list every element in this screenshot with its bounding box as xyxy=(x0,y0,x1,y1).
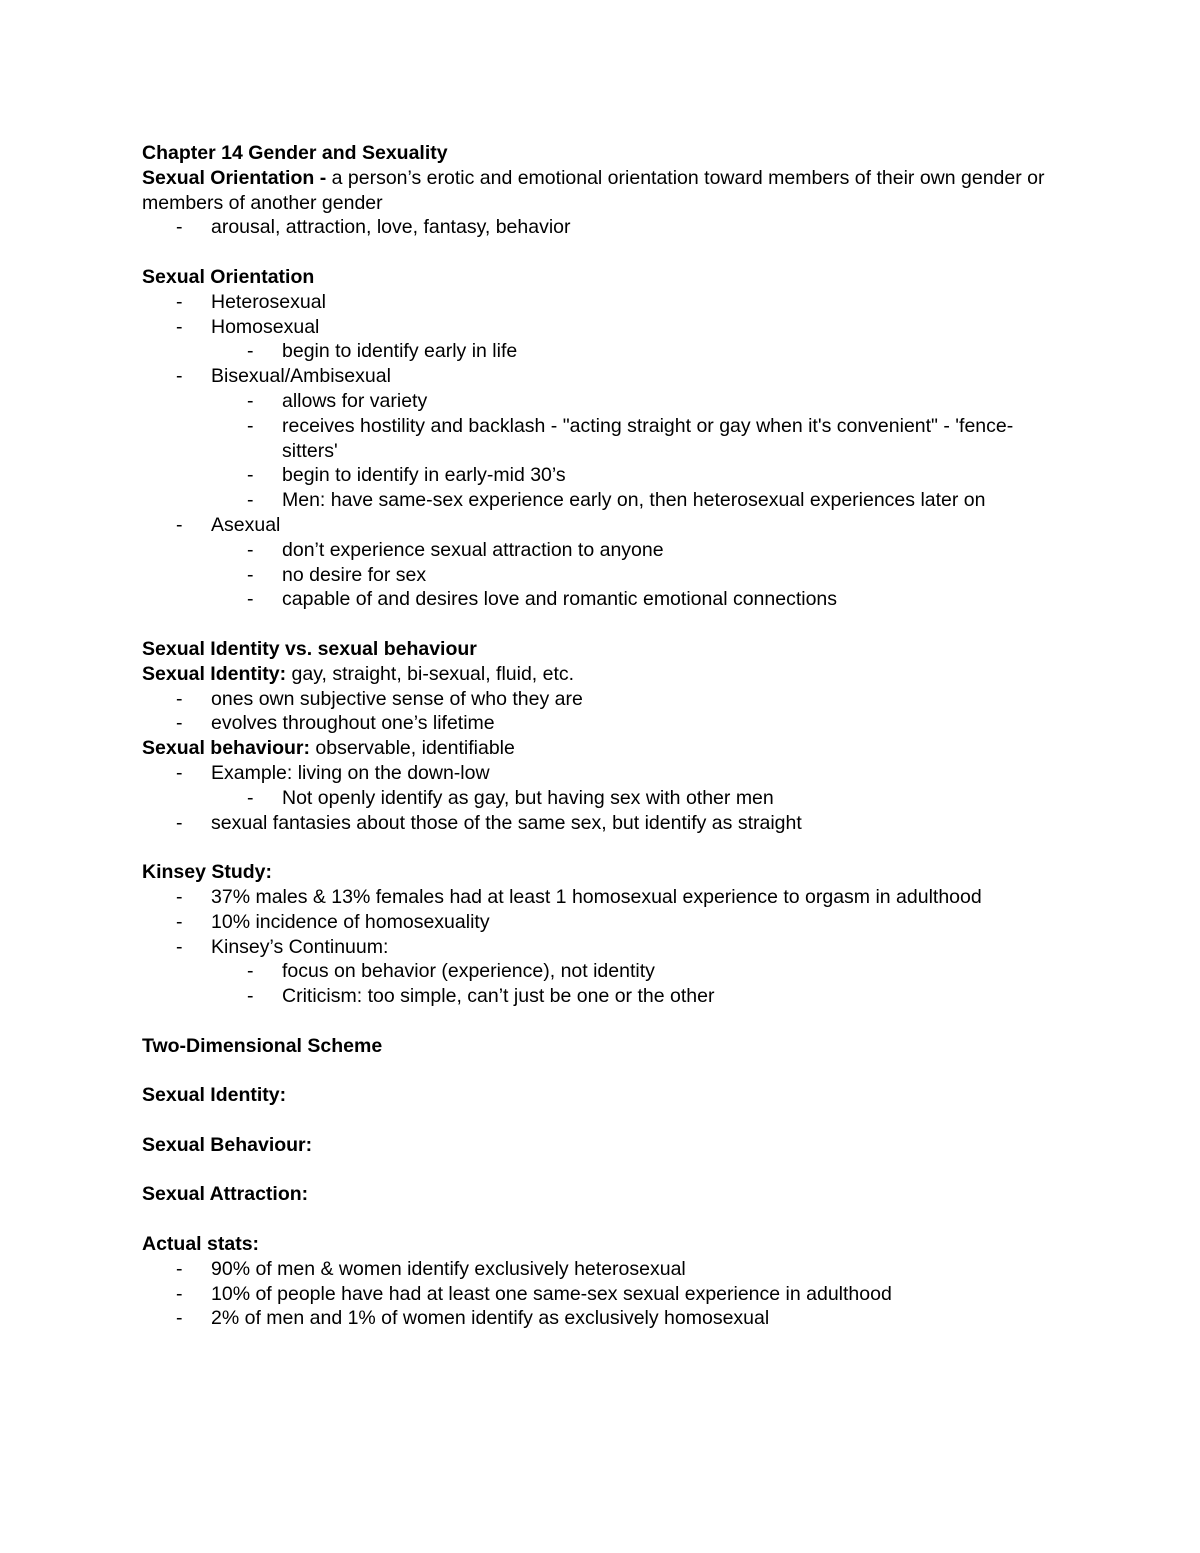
list-item: - Bisexual/Ambisexual xyxy=(176,365,391,388)
list-item: - receives hostility and backlash - "acting straight or gay when it's convenient" - 'fence-sitters' xyxy=(247,414,1014,462)
bullet-dash: - xyxy=(176,885,183,908)
bullet-dash: - xyxy=(247,389,254,412)
bullet-dash: - xyxy=(247,464,254,487)
list-item: - Not openly identify as gay, but having sex with other men xyxy=(247,786,774,809)
asexual-sublist xyxy=(142,538,1052,612)
section-heading-orientation: Sexual Orientation xyxy=(142,265,315,288)
list-item: - 2% of men and 1% of women identify as exclusively homosexual xyxy=(176,1307,770,1330)
section-heading-stats: Actual stats: xyxy=(142,1233,260,1256)
bullet-dash: - xyxy=(176,935,183,958)
bullet-dash: - xyxy=(176,1282,183,1305)
bullet-dash: - xyxy=(247,588,254,611)
bullet-dash: - xyxy=(247,563,254,586)
definition-text: a person’s erotic and emotional orientation toward members of their own gender or members of another gender xyxy=(142,166,1045,214)
bullet-dash: - xyxy=(247,985,254,1008)
section-heading-scheme: Two-Dimensional Scheme xyxy=(142,1034,383,1057)
orientation-list-cont xyxy=(142,364,1052,389)
list-item: - 10% incidence of homosexuality xyxy=(176,910,490,933)
list-item: - Men: have same-sex experience early on, then heterosexual experiences later on xyxy=(247,489,986,512)
bullet-dash: - xyxy=(176,315,183,338)
list-item: - capable of and desires love and romantic emotional connections xyxy=(247,588,838,611)
bisexual-sublist xyxy=(142,389,1052,513)
list-item: - 10% of people have had at least one same-sex sexual experience in adulthood xyxy=(176,1282,892,1305)
behaviour-line: Sexual behaviour: observable, identifiable xyxy=(142,737,515,760)
bullet-dash: - xyxy=(176,811,183,834)
chapter-title: Chapter 14 Gender and Sexuality xyxy=(142,142,448,164)
bullet-dash: - xyxy=(247,786,254,809)
list-item: - Heterosexual xyxy=(176,290,326,313)
list-item: - 37% males & 13% females had at least 1 homosexual experience to orgasm in adulthood xyxy=(176,885,982,908)
list-item: - focus on behavior (experience), not identity xyxy=(247,960,655,983)
list-item: - 90% of men & women identify exclusively heterosexual xyxy=(176,1257,686,1280)
orientation-definition xyxy=(142,166,1052,216)
scheme-behaviour: Sexual Behaviour: xyxy=(142,1133,313,1156)
kinsey-list xyxy=(142,885,1052,959)
document-body xyxy=(142,141,1052,1331)
list-item: - allows for variety xyxy=(247,389,428,412)
list-item: - ones own subjective sense of who they are xyxy=(176,687,583,710)
stats-list xyxy=(142,1257,1052,1331)
section-heading-identity-vs-behaviour: Sexual Identity vs. sexual behaviour xyxy=(142,637,477,660)
example-sublist xyxy=(142,786,1052,811)
orientation-list xyxy=(142,290,1052,340)
bullet-dash: - xyxy=(176,687,183,710)
bullet-dash: - xyxy=(176,290,183,313)
definition-term: Sexual Orientation - xyxy=(142,166,332,189)
section-heading-kinsey: Kinsey Study: xyxy=(142,861,273,884)
scheme-identity: Sexual Identity: xyxy=(142,1084,287,1107)
list-item: - Homosexual xyxy=(176,315,320,338)
bullet-dash: - xyxy=(247,489,254,512)
list-item: - Criticism: too simple, can’t just be one or the other xyxy=(247,985,715,1008)
bullet-dash: - xyxy=(176,365,183,388)
homosexual-sublist xyxy=(142,339,1052,364)
definition-list xyxy=(142,215,1052,240)
behaviour-list-cont xyxy=(142,811,1052,836)
bullet-dash: - xyxy=(247,414,254,437)
bullet-dash: - xyxy=(247,340,254,363)
bullet-dash: - xyxy=(176,513,183,536)
scheme-attraction: Sexual Attraction: xyxy=(142,1183,309,1206)
orientation-list-cont xyxy=(142,513,1052,538)
identity-list xyxy=(142,687,1052,737)
list-item: - no desire for sex xyxy=(247,563,427,586)
bullet-dash: - xyxy=(247,960,254,983)
list-item: - Example: living on the down-low xyxy=(176,761,490,784)
list-item: - begin to identify early in life xyxy=(247,340,518,363)
bullet-dash: - xyxy=(176,712,183,735)
list-item: - begin to identify in early-mid 30’s xyxy=(247,464,566,487)
bullet-dash: - xyxy=(176,1307,183,1330)
list-item: - Asexual xyxy=(176,513,281,536)
bullet-dash: - xyxy=(176,216,183,239)
list-item: - sexual fantasies about those of the same sex, but identify as straight xyxy=(176,811,802,834)
list-item: - arousal, attraction, love, fantasy, behavior xyxy=(176,216,571,239)
behaviour-list xyxy=(142,761,1052,786)
list-item: - evolves throughout one’s lifetime xyxy=(176,712,495,735)
identity-line: Sexual Identity: gay, straight, bi-sexual, fluid, etc. xyxy=(142,662,575,685)
bullet-dash: - xyxy=(247,538,254,561)
list-item: - Kinsey’s Continuum: xyxy=(176,935,389,958)
list-item: - don’t experience sexual attraction to anyone xyxy=(247,538,664,561)
bullet-dash: - xyxy=(176,761,183,784)
bullet-dash: - xyxy=(176,910,183,933)
continuum-sublist xyxy=(142,959,1052,1009)
bullet-dash: - xyxy=(176,1257,183,1280)
